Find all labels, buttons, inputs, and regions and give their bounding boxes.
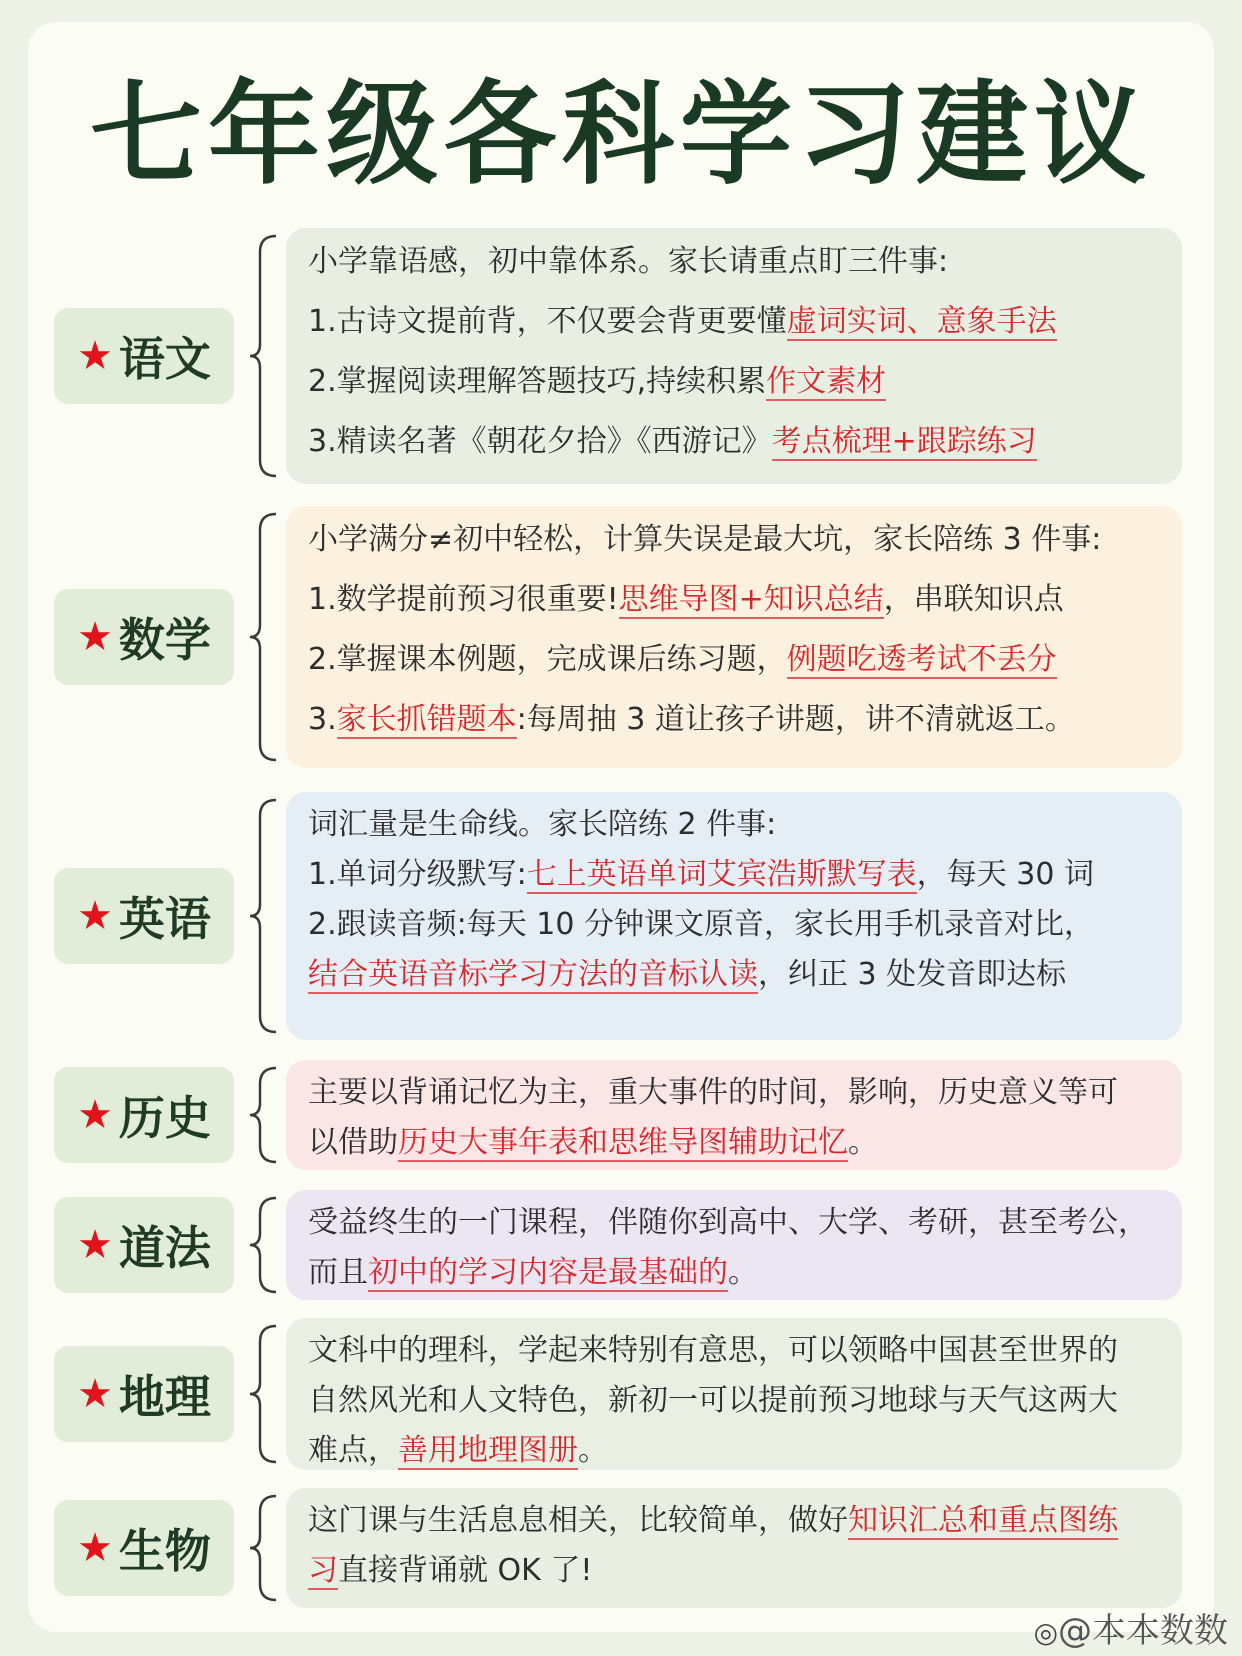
star-icon: ★ <box>77 1525 113 1571</box>
advice-text: 3.精读名著《朝花夕拾》《西游记》 <box>308 424 772 459</box>
advice-line <box>308 690 1172 750</box>
advice-line <box>308 1248 1172 1298</box>
page-title: 七年级各科学习建议 <box>90 70 1152 200</box>
highlight-text: 例题吃透考试不丢分 <box>786 642 1057 677</box>
weibo-icon: ◎ <box>1033 1616 1058 1649</box>
advice-line <box>308 570 1172 630</box>
subject-name: 英语 <box>118 892 211 946</box>
brace-icon <box>246 1196 286 1294</box>
watermark <box>1034 1603 1228 1652</box>
subject-name: 地理 <box>118 1370 211 1424</box>
advice-text: 主要以背诵记忆为主，重大事件的时间，影响，历史意义等可 <box>308 1075 1118 1110</box>
advice-box <box>286 792 1182 1040</box>
advice-text: ，串联知识点 <box>883 582 1064 617</box>
advice-text: 以借助 <box>308 1125 398 1160</box>
advice-text: 2.跟读音频:每天 10 分钟课文原音，家长用手机录音对比， <box>308 907 1094 942</box>
advice-line <box>308 412 1172 472</box>
advice-box <box>286 1488 1182 1608</box>
highlight-text: 结合英语音标学习方法的音标认读 <box>308 957 758 992</box>
advice-line <box>308 232 1172 292</box>
advice-box <box>286 228 1182 484</box>
advice-line <box>308 1326 1172 1376</box>
star-icon: ★ <box>77 614 113 660</box>
advice-text: 而且 <box>308 1255 368 1290</box>
advice-line <box>308 292 1172 352</box>
advice-line <box>308 850 1172 900</box>
highlight-text: 历史大事年表和思维导图辅助记忆 <box>398 1125 848 1160</box>
star-icon: ★ <box>77 333 113 379</box>
brace-icon <box>246 1066 286 1164</box>
advice-box <box>286 506 1182 768</box>
advice-box <box>286 1318 1182 1470</box>
advice-line <box>308 1198 1172 1248</box>
advice-line <box>308 1546 1172 1596</box>
star-icon: ★ <box>77 893 113 939</box>
highlight-text: 习 <box>308 1553 338 1588</box>
advice-text: 词汇量是生命线。家长陪练 2 件事: <box>308 807 777 842</box>
watermark-text: @本本数数 <box>1058 1611 1228 1651</box>
advice-text: 3. <box>308 702 337 737</box>
advice-line <box>308 352 1172 412</box>
subject-name: 生物 <box>118 1524 211 1578</box>
advice-text: 2.掌握阅读理解答题技巧,持续积累 <box>308 364 767 399</box>
advice-line <box>308 900 1172 950</box>
advice-text: 1.数学提前预习很重要! <box>308 582 619 617</box>
advice-text: 受益终生的一门课程，伴随你到高中、大学、考研，甚至考公， <box>308 1205 1148 1240</box>
advice-line <box>308 950 1172 1000</box>
advice-text: 小学满分≠初中轻松，计算失误是最大坑，家长陪练 3 件事: <box>308 522 1102 557</box>
highlight-text: 知识汇总和重点图练 <box>848 1503 1118 1538</box>
advice-text: 这门课与生活息息相关，比较简单，做好 <box>308 1503 848 1538</box>
advice-text: :每周抽 3 道让孩子讲题，讲不清就返工。 <box>516 702 1075 737</box>
subject-name: 语文 <box>118 332 211 386</box>
advice-line <box>308 1496 1172 1546</box>
brace-icon <box>246 1494 286 1602</box>
subject-label <box>54 308 234 404</box>
brace-icon <box>246 234 286 478</box>
advice-text: 小学靠语感，初中靠体系。家长请重点盯三件事: <box>308 244 949 279</box>
advice-line <box>308 1376 1172 1426</box>
subject-label <box>54 868 234 964</box>
highlight-text: 家长抓错题本 <box>336 702 517 737</box>
highlight-text: 作文素材 <box>766 364 887 399</box>
advice-line <box>308 1118 1172 1168</box>
brace-icon <box>246 512 286 762</box>
advice-text: ，每天 30 词 <box>916 857 1094 892</box>
advice-text: 。 <box>728 1255 758 1290</box>
advice-text: 1.单词分级默写: <box>308 857 527 892</box>
advice-text: 2.掌握课本例题，完成课后练习题， <box>308 642 787 677</box>
star-icon: ★ <box>77 1092 113 1138</box>
advice-text: 。 <box>578 1433 608 1468</box>
brace-icon <box>246 798 286 1034</box>
highlight-text: 思维导图+知识总结 <box>618 582 884 617</box>
subject-label <box>54 1197 234 1293</box>
advice-text: 难点， <box>308 1433 398 1468</box>
subject-name: 数学 <box>118 613 211 667</box>
subject-name: 道法 <box>118 1221 211 1275</box>
advice-text: ，纠正 3 处发音即达标 <box>758 957 1067 992</box>
subject-name: 历史 <box>118 1091 211 1145</box>
advice-line <box>308 510 1172 570</box>
advice-text: 直接背诵就 OK 了! <box>338 1553 593 1588</box>
subject-label <box>54 1067 234 1163</box>
advice-box <box>286 1060 1182 1170</box>
subject-label <box>54 589 234 685</box>
advice-line <box>308 630 1172 690</box>
brace-icon <box>246 1324 286 1464</box>
advice-box <box>286 1190 1182 1300</box>
star-icon: ★ <box>77 1371 113 1417</box>
advice-text: 。 <box>848 1125 878 1160</box>
highlight-text: 考点梳理+跟踪练习 <box>771 424 1037 459</box>
highlight-text: 初中的学习内容是最基础的 <box>368 1255 728 1290</box>
subject-label <box>54 1346 234 1442</box>
subject-label <box>54 1500 234 1596</box>
advice-line <box>308 800 1172 850</box>
advice-line <box>308 1068 1172 1118</box>
advice-text: 1.古诗文提前背，不仅要会背更要懂 <box>308 304 787 339</box>
highlight-text: 善用地理图册 <box>398 1433 578 1468</box>
advice-text: 自然风光和人文特色，新初一可以提前预习地球与天气这两大 <box>308 1383 1118 1418</box>
advice-text: 文科中的理科，学起来特别有意思，可以领略中国甚至世界的 <box>308 1333 1118 1368</box>
star-icon: ★ <box>77 1222 113 1268</box>
advice-line <box>308 1426 1172 1476</box>
highlight-text: 七上英语单词艾宾浩斯默写表 <box>526 857 917 892</box>
highlight-text: 虚词实词、意象手法 <box>786 304 1057 339</box>
